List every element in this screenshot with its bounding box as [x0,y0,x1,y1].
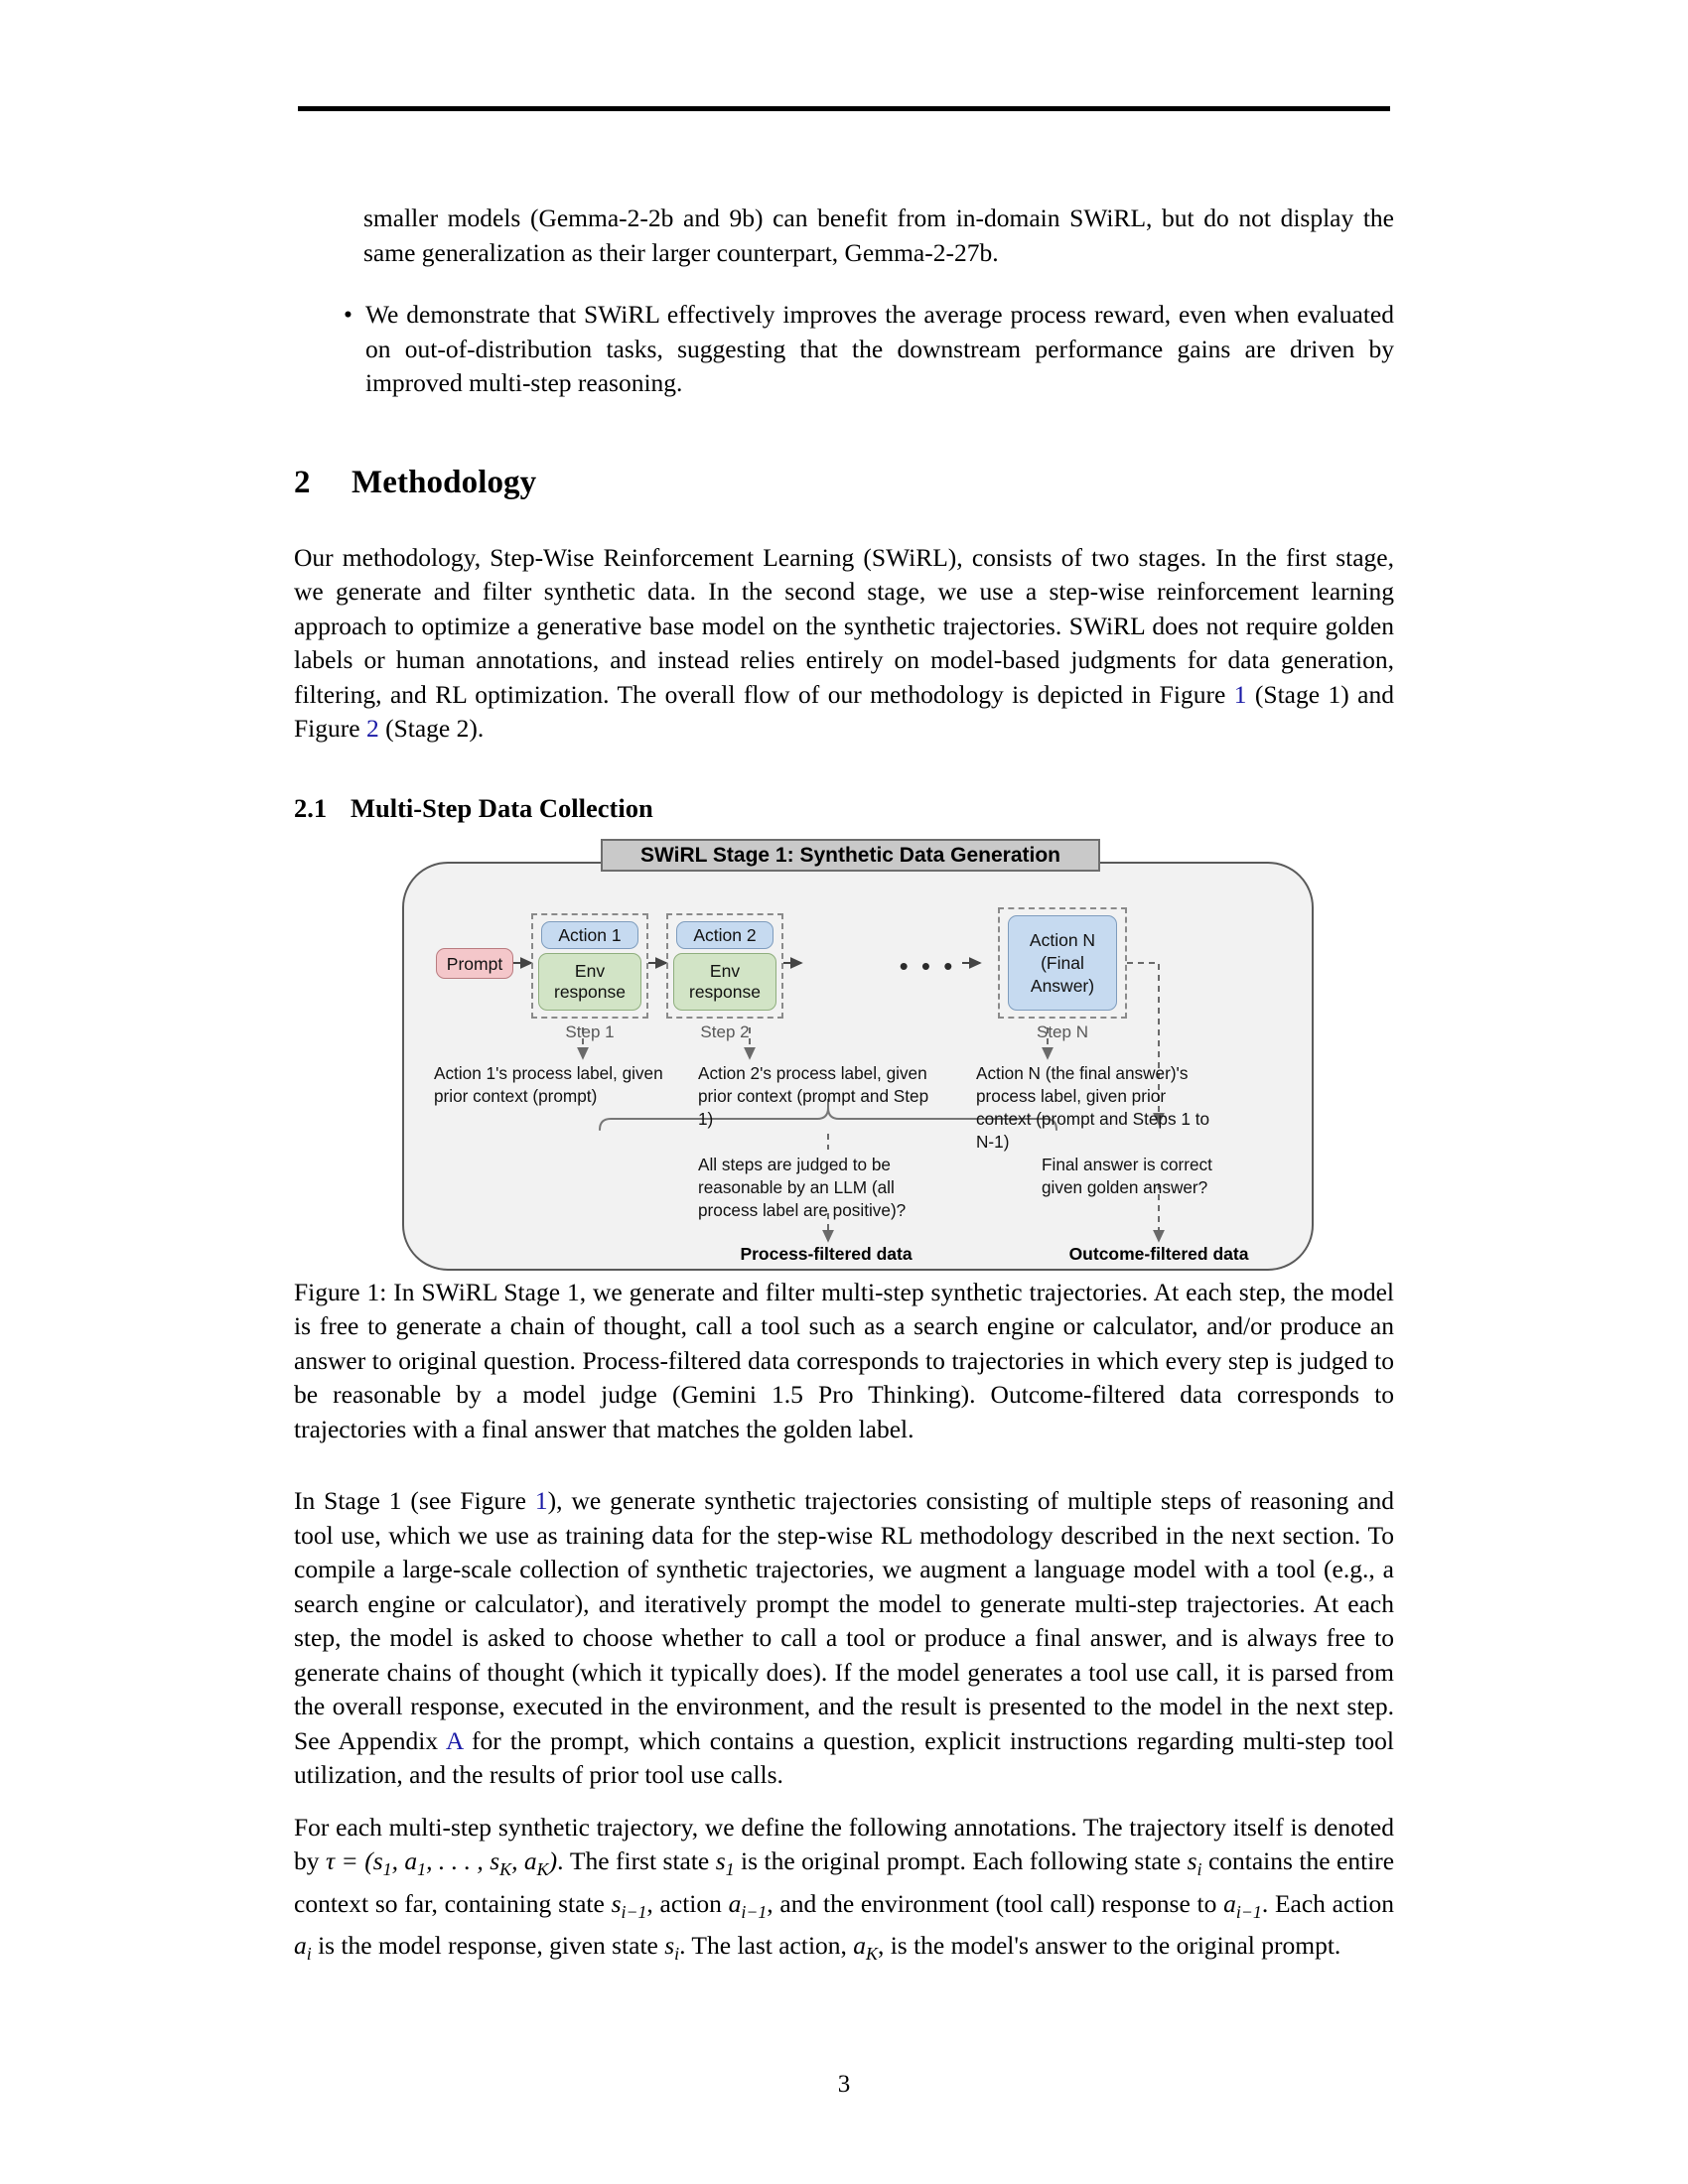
section-number: 2 [294,464,311,500]
bullet-marker-icon: • [344,300,352,329]
stage1-text-a: In Stage 1 (see Figure [294,1486,535,1515]
annotations-paragraph [294,1811,1394,1972]
figure-node-prompt [436,948,513,979]
figure-step-label-1: Step 1 [565,1023,615,1041]
state-si-notation-b: $s_i$ [664,1931,680,1965]
annotations-text-g: . Each action [1261,1888,1394,1918]
methodology-text-c: (Stage 2). [378,714,485,743]
figure-description-2: Action 2's process label, given prior context (prompt and Step 1) [698,1063,929,1129]
figure-question-process: All steps are judged to be reasonable by an LLM (all process label are positive)? [698,1155,907,1220]
section-heading-methodology [294,464,1394,501]
annotations-text-b: . The first state [557,1846,716,1875]
figure-1-reference[interactable]: 1 [1233,679,1247,709]
figure-node-action-1 [541,921,638,949]
figure-frame [402,862,1314,1271]
figure-step-label-2: Step 2 [700,1023,750,1041]
annotations-text-a: For each multi-step synthetic trajectory, we define the following annotations. The trajectory itself is denoted by [294,1812,1394,1875]
figure-node-env-1 [538,953,641,1011]
figure-node-action-n [1008,915,1117,1011]
methodology-text-b: (Stage 1) and Figure [294,679,1394,743]
subsection-title: Multi-Step Data Collection [351,792,653,823]
figure-node-action-2 [676,921,774,949]
action-n-label: Action N (Final Answer) [1029,929,1096,996]
trajectory-notation: $\tau = (s_1$, $a_1$, . . . , $s_K$, $a_K$) [325,1846,558,1880]
figure-1-inline-reference[interactable]: 1 [534,1486,548,1515]
figure-title-bar: SWiRL Stage 1: Synthetic Data Generation [601,839,1100,872]
annotations-text-f: , and the environment (tool call) response to [767,1888,1224,1918]
section-title: Methodology [352,464,537,500]
annotations-text-j: , is the model's answer to the original prompt. [877,1931,1341,1961]
bullet-text: We demonstrate that SWiRL effectively improves the average process reward, even when evaluated on out-of-distribution tasks, suggesting that the downstream performance gains are driven by improved multi-step reasoning. [365,300,1394,397]
figure-ellipsis-icon: • • • [899,951,956,981]
action-ai-notation: $a_i$ [294,1931,312,1965]
figure-1-diagram [402,839,1316,1276]
caption-text: In SWiRL Stage 1, we generate and filter multi-step synthetic trajectories. At each step, the model is free to generate a chain of thought, call a tool such as a search engine or calculator, and/or produce an answer to original question. Process-filtered data corresponds to trajectories in which every step is judged to be reasonable by a model judge (Gemini 1.5 Pro Thinking). Outcome-filtered data corresponds to trajectories with a final answer that matches the golden label. [294,1277,1394,1443]
stage1-paragraph [294,1484,1394,1793]
stage1-text-c: for the prompt, which contains a question, explicit instructions regarding multi-step tool utilization, and the results of prior tool use calls. [294,1725,1395,1789]
figure-1-caption [294,1276,1394,1447]
annotations-text-e: , action [646,1888,729,1918]
continued-paragraph: smaller models (Gemma-2-2b and 9b) can benefit from in-domain SWiRL, but do not display the same generalization as their larger counterpart, Gemma-2-27b. [363,204,1394,267]
annotations-text-c: is the original prompt. Each following state [734,1846,1188,1875]
figure-step-label-n: Step N [1037,1023,1088,1041]
continued-paragraph-wrapper [363,202,1394,270]
annotations-text-i: . The last action, [679,1931,854,1961]
methodology-paragraph [294,541,1394,747]
action-ai-minus-1-notation-b: $a_{i-1}$ [1223,1888,1262,1922]
action-aK-notation: $a_K$ [853,1931,878,1965]
figure-2-reference[interactable]: 2 [365,714,379,743]
action-2-label: Action 2 [693,925,757,945]
figure-output-outcome-filtered: Outcome-filtered data [1068,1244,1249,1264]
figure-description-1: Action 1's process label, given prior context (prompt) [434,1063,663,1106]
bullet-item-generalization [344,298,1394,401]
figure-description-3: Action N (the final answer)'s process label, given prior context (prompt and Steps 1 to N-1) [976,1063,1210,1152]
env-1-label: Env response [554,961,626,1002]
annotations-text-d: contains the entire context so far, containing state [294,1846,1395,1918]
figure-question-outcome: Final answer is correct given golden answer? [1042,1155,1212,1197]
appendix-a-reference[interactable]: A [445,1725,463,1755]
action-ai-minus-1-notation: $a_{i-1}$ [728,1888,768,1922]
subsection-heading-data-collection [294,792,1394,824]
state-si-minus-1-notation: $s_{i-1}$ [611,1888,647,1922]
figure-output-process-filtered: Process-filtered data [740,1244,913,1264]
prompt-node-label: Prompt [446,953,503,974]
action-1-label: Action 1 [558,925,622,945]
state-s1-notation: $s_1$ [715,1846,735,1880]
env-2-label: Env response [689,961,761,1002]
methodology-text-a: Our methodology, Step-Wise Reinforcement Learning (SWiRL), consists of two stages. In the first stage, we generate and filter synthetic data. In the second stage, we use a step-wise reinforcement learning approach to optimize a generative base model on the synthetic trajectories. SWiRL does not require golden labels or human annotations, and instead relies entirely on model-based judgments for data generation, filtering, and RL optimization. The overall flow of our methodology is depicted in Figure [294,542,1394,709]
subsection-number: 2.1 [294,792,328,823]
page-number: 3 [837,2071,851,2098]
annotations-text-h: is the model response, given state [311,1931,665,1961]
figure-node-env-2 [673,953,776,1011]
caption-label: Figure 1: [294,1277,387,1306]
state-si-notation: $s_i$ [1187,1846,1202,1880]
stage1-text-b: ), we generate synthetic trajectories consisting of multiple steps of reasoning and tool use, which we use as training data for the step-wise RL methodology described in the next section. To compile a large-scale collection of synthetic trajectories, we augment a language model with a tool (e.g., a search engine or calculator), and iteratively prompt the model to generate multi-step trajectories. At each step, the model is asked to choose whether to call a tool or produce a final answer, and is always free to generate chains of thought (which it typically does). If the model generates a tool use call, it is parsed from the overall response, executed in the environment, and the result is presented to the model in the next step. See Appendix [294,1486,1394,1755]
